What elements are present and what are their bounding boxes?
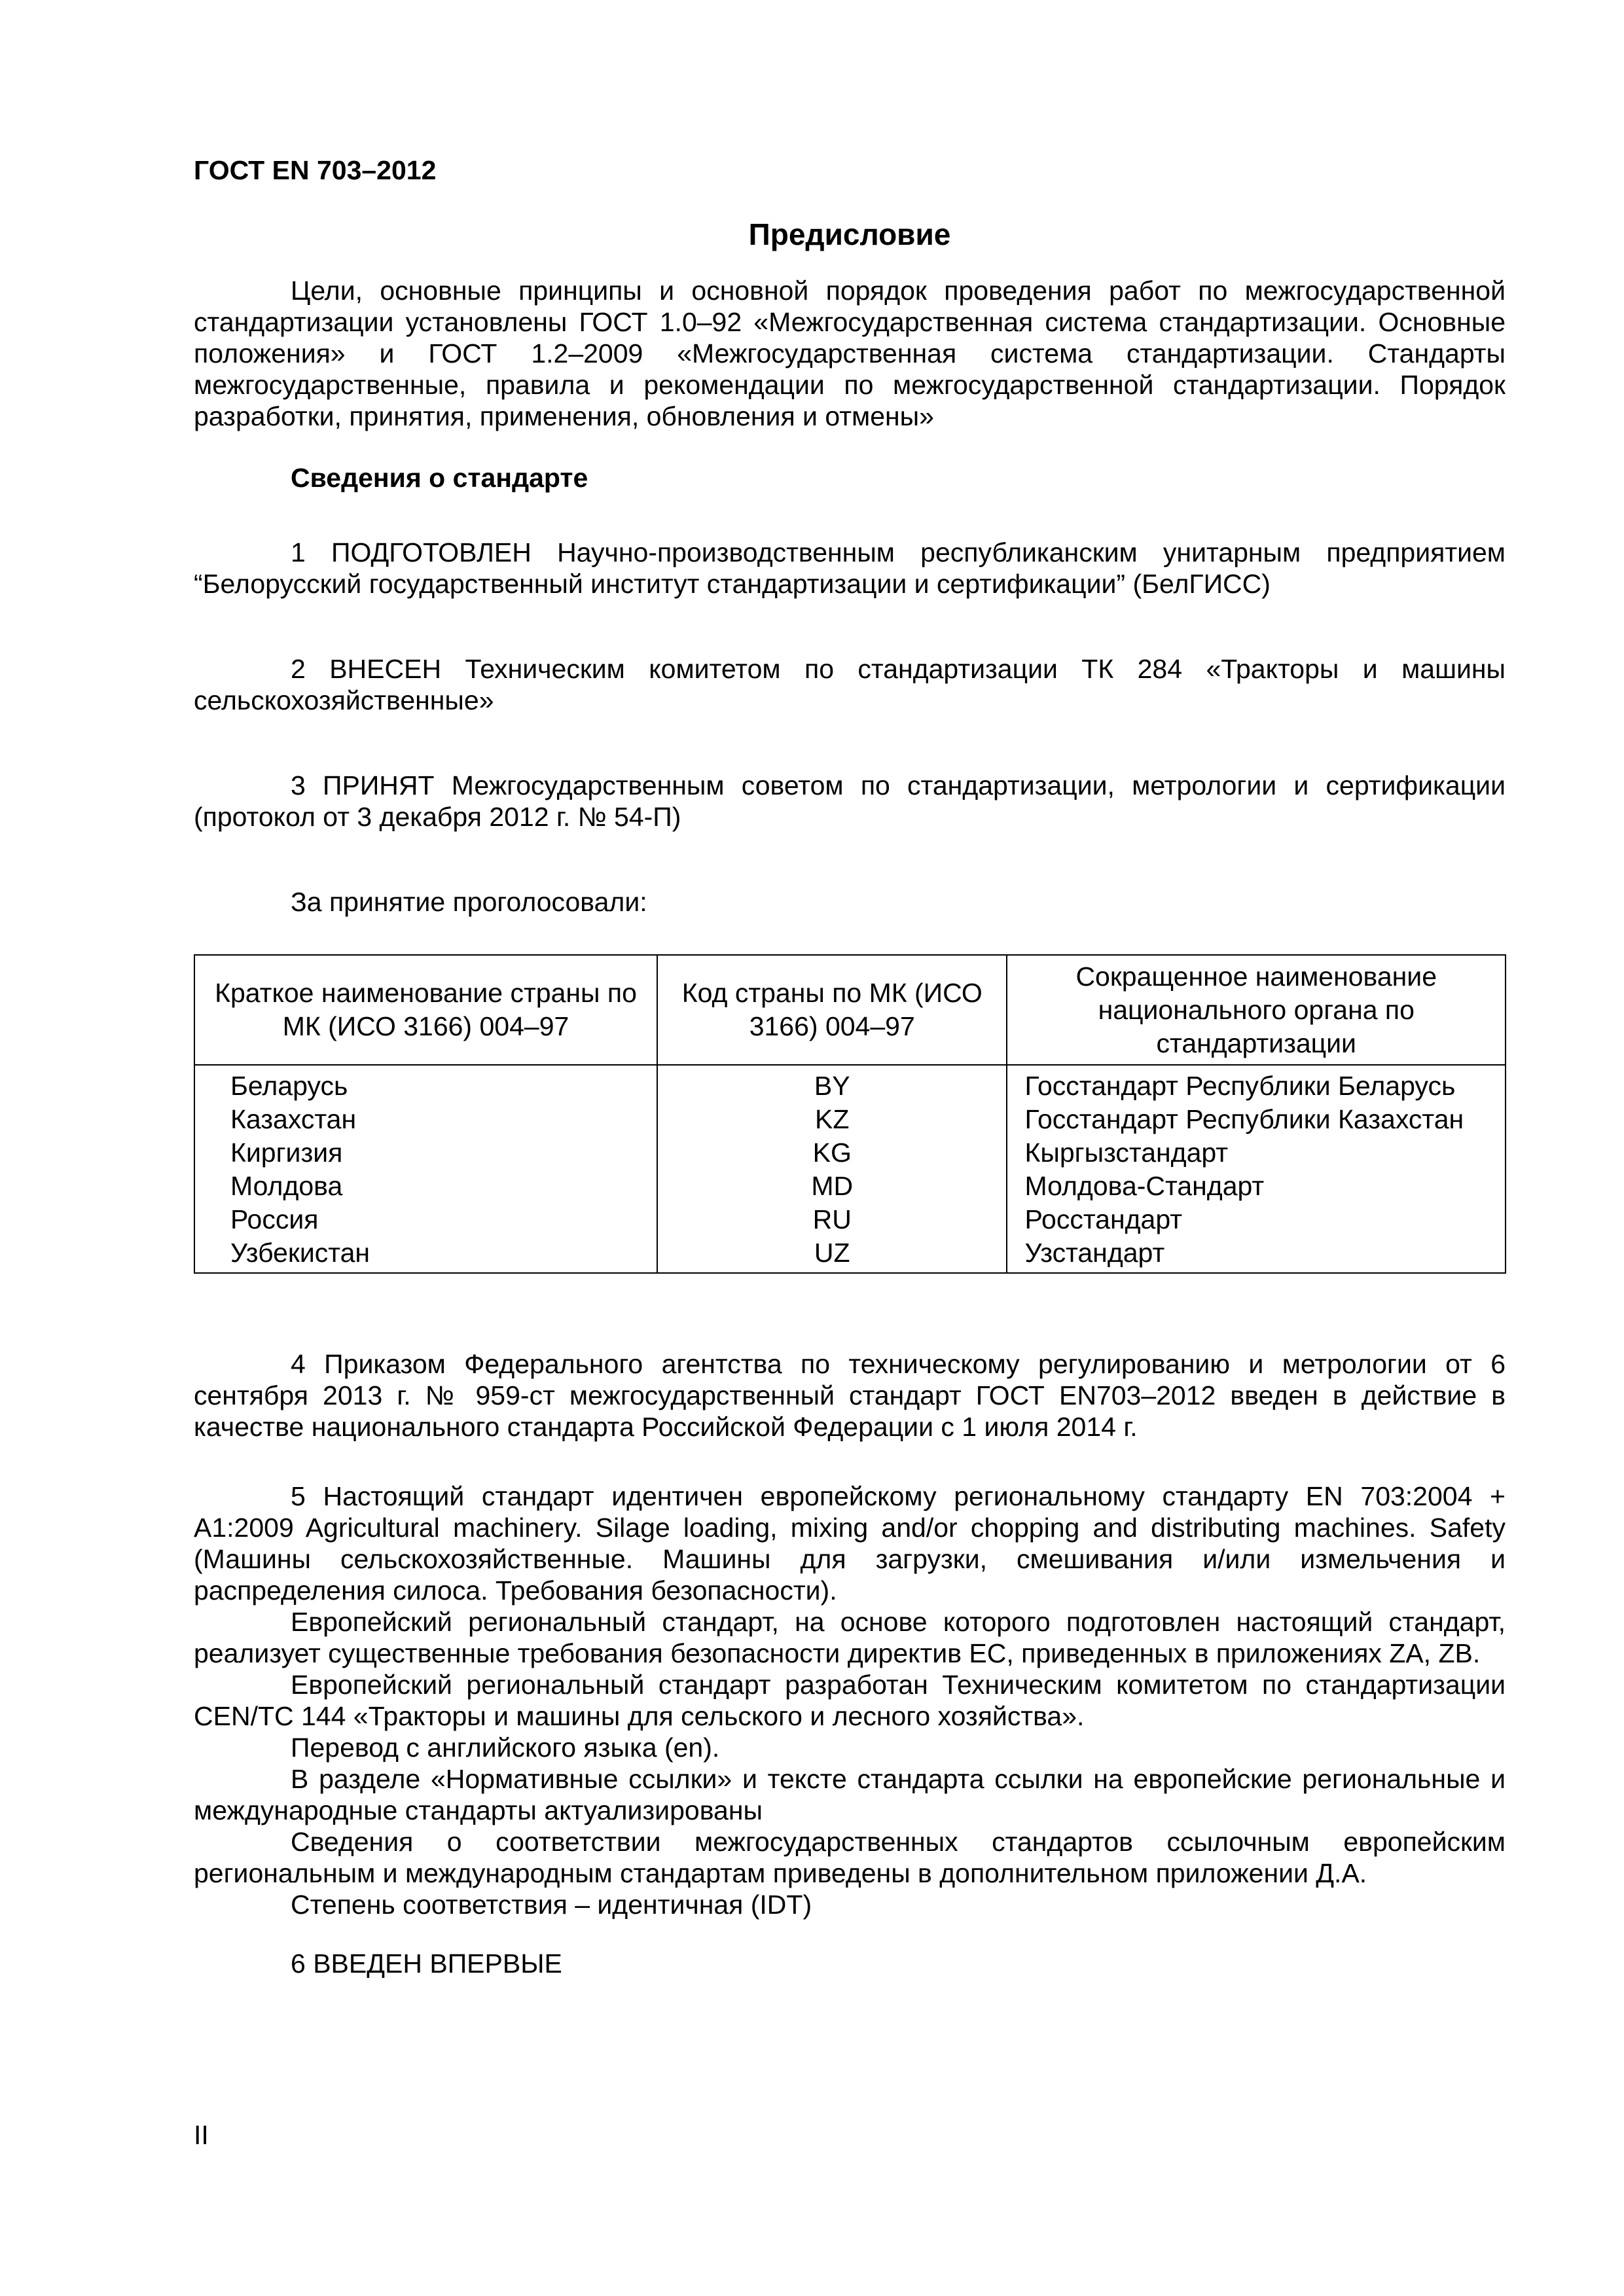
item-2-text: 2 ВНЕСЕН Техническим комитетом по стандартизации ТК 284 «Тракторы и машины сельскохозяйственные» — [194, 654, 1506, 715]
national-body: Росстандарт — [1007, 1203, 1506, 1236]
country-code: BY — [657, 1065, 1007, 1103]
item-5-lead: 5 Настоящий стандарт идентичен европейскому региональному стандарту EN 703:2004 + A1:2009 Agricultural machinery. Silage loading, mixing and/or chopping and distributing machines. Safety (Машины сельскохозяйственные. Машины для загрузки, смешивания и/или измельчения и распределения силоса. Требования безопасности). — [194, 1481, 1506, 1605]
national-body: Молдова-Стандарт — [1007, 1170, 1506, 1203]
item-1-text: 1 ПОДГОТОВЛЕН Научно-производственным республиканским унитарным предприятием “Белорусский государственный институт стандартизации и сертификации” (БелГИСС) — [194, 537, 1506, 599]
country-code: RU — [657, 1203, 1007, 1236]
item-5-paragraph: Перевод с английского языка (en). — [291, 1732, 720, 1763]
country-name: Молдова — [194, 1170, 657, 1203]
country-code: MD — [657, 1170, 1007, 1203]
country-name: Беларусь — [194, 1065, 657, 1103]
item-5-paragraph: Степень соответствия – идентичная (IDT) — [291, 1890, 812, 1920]
table-row — [194, 1065, 1506, 1103]
item-2 — [194, 653, 1506, 716]
table-row — [194, 1203, 1506, 1236]
table-row — [194, 1236, 1506, 1273]
voted-label: За принятие проголосовали: — [291, 887, 647, 917]
voting-countries-table — [194, 954, 1506, 1274]
item-3-text: 3 ПРИНЯТ Межгосударственным советом по стандартизации, метрологии и сертификации (протокол от 3 декабря 2012 г. № 54-П) — [194, 770, 1506, 832]
country-name: Киргизия — [194, 1136, 657, 1170]
country-code: KG — [657, 1136, 1007, 1170]
item-5-paragraph: Европейский региональный стандарт разработан Техническим комитетом по стандартизации CEN/TC 144 «Тракторы и машины для сельского и лесного хозяйства». — [194, 1670, 1506, 1731]
item-5-paragraph: В разделе «Нормативные ссылки» и тексте стандарта ссылки на европейские региональные и международные стандарты актуализированы — [194, 1764, 1506, 1825]
table-header-row — [194, 955, 1506, 1065]
table-row — [194, 1103, 1506, 1136]
table-row — [194, 1170, 1506, 1203]
intro-section — [194, 275, 1506, 432]
page-title: Предисловие — [748, 217, 951, 251]
info-heading: Сведения о стандарте — [291, 463, 588, 493]
page-number: II — [194, 2120, 209, 2150]
item-4-text: 4 Приказом Федерального агентства по техническому регулированию и метрологии от 6 сентября 2013 г. № 959-ст межгосударственный стандарт ГОСТ EN703–2012 введен в действие в качестве национального стандарта Российской Федерации с 1 июля 2014 г. — [194, 1349, 1506, 1442]
country-name: Россия — [194, 1203, 657, 1236]
national-body: Узстандарт — [1007, 1236, 1506, 1273]
country-name: Казахстан — [194, 1103, 657, 1136]
national-body: Кыргызстандарт — [1007, 1136, 1506, 1170]
item-3 — [194, 770, 1506, 833]
column-header-national-body: Сокращенное наименование национального органа по стандартизации — [1007, 955, 1506, 1065]
column-header-country: Краткое наименование страны по МК (ИСО 3166) 004–97 — [194, 955, 657, 1065]
item-6: 6 ВВЕДЕН ВПЕРВЫЕ — [291, 1948, 562, 1979]
country-code: UZ — [657, 1236, 1007, 1273]
national-body: Госстандарт Республики Беларусь — [1007, 1065, 1506, 1103]
item-5 — [194, 1480, 1506, 1920]
item-5-paragraph: Сведения о соответствии межгосударственных стандартов ссылочным европейским региональным и международным стандартам приведены в дополнительном приложении Д.А. — [194, 1827, 1506, 1888]
country-code: KZ — [657, 1103, 1007, 1136]
item-1 — [194, 537, 1506, 600]
country-name: Узбекистан — [194, 1236, 657, 1273]
item-4 — [194, 1348, 1506, 1443]
intro-paragraph: Цели, основные принципы и основной порядок проведения работ по межгосударственной стандартизации установлены ГОСТ 1.0–92 «Межгосударственная система стандартизации. Основные положения» и ГОСТ 1.2–2009 «Межгосударственная система стандартизации. Стандарты межгосударственные, правила и рекомендации по межгосударственной стандартизации. Порядок разработки, принятия, применения, обновления и отмены» — [194, 276, 1506, 431]
document-code-header: ГОСТ EN 703–2012 — [194, 155, 437, 185]
item-5-paragraph: Европейский региональный стандарт, на основе которого подготовлен настоящий стандарт, реализует существенные требования безопасности директив ЕС, приведенных в приложениях ZA, ZB. — [194, 1607, 1506, 1668]
column-header-code: Код страны по МК (ИСО 3166) 004–97 — [657, 955, 1007, 1065]
table-row — [194, 1136, 1506, 1170]
national-body: Госстандарт Республики Казахстан — [1007, 1103, 1506, 1136]
